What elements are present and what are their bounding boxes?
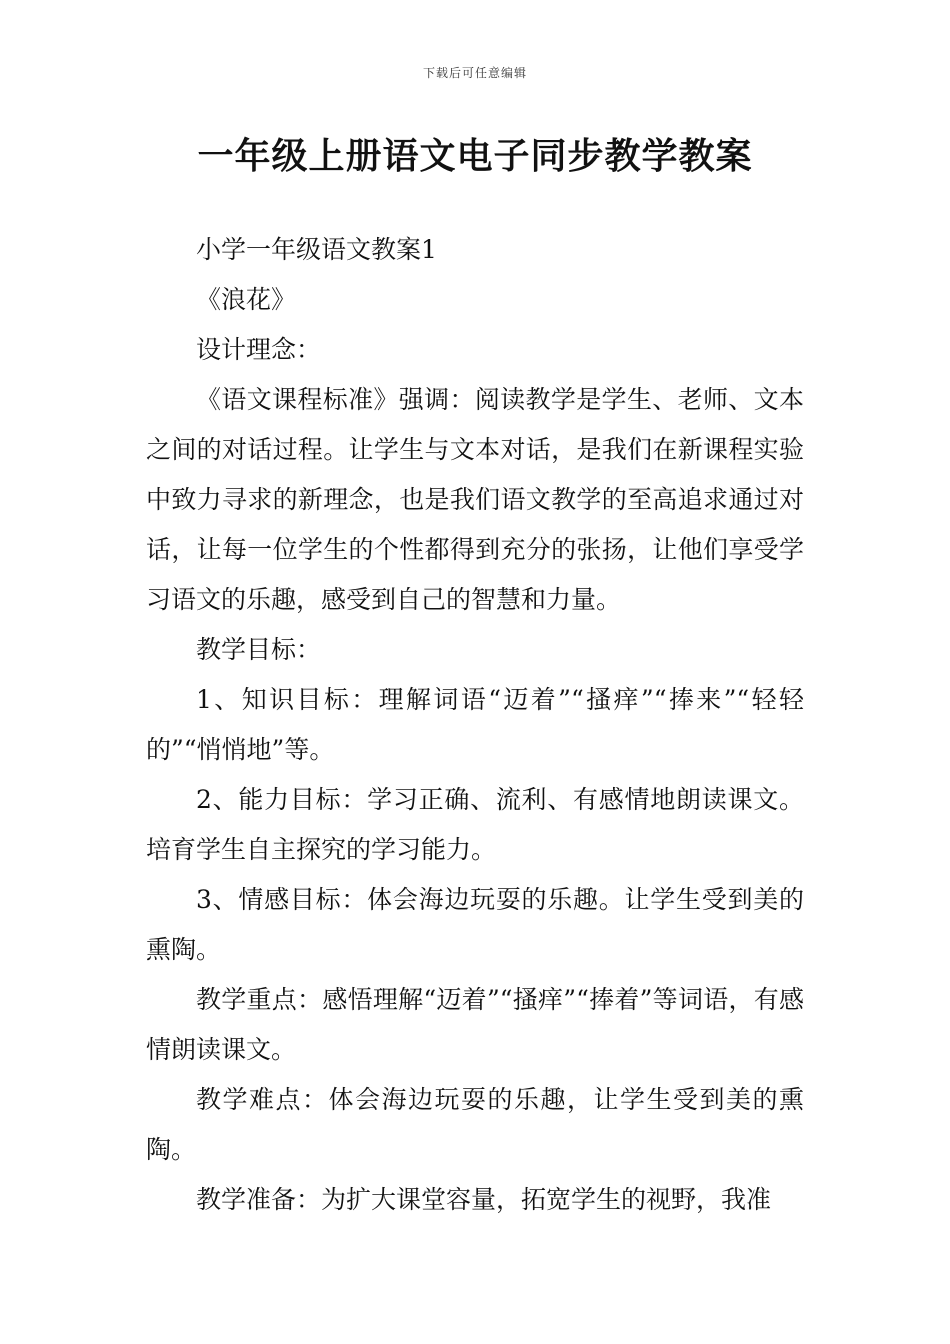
header-note: 下载后可任意编辑 xyxy=(422,66,527,80)
paragraph-emotion-objective: 3、情感目标：体会海边玩耍的乐趣。让学生受到美的熏陶。 xyxy=(146,885,804,964)
paragraph-lesson-title: 《浪花》 xyxy=(196,285,297,314)
paragraph-knowledge-objective: 1、知识目标：理解词语“迈着”“搔痒”“捧来”“轻轻的”“悄悄地”等。 xyxy=(146,685,804,764)
paragraph-design-concept: 《语文课程标准》强调：阅读教学是学生、老师、文本之间的对话过程。让学生与文本对话，是我们在新课程实验中致力寻求的新理念，也是我们语文教学的至高追求通过对话，让每一位学生的个性都得到充分的张扬，让他们享受学习语文的乐趣，感受到自己的智慧和力量。 xyxy=(146,385,804,614)
paragraph-objectives-heading: 教学目标： xyxy=(196,635,322,664)
paragraph-lesson-heading: 小学一年级语文教案1 xyxy=(196,235,437,264)
document-title: 一年级上册语文电子同步教学教案 xyxy=(197,136,753,177)
paragraph-ability-objective: 2、能力目标：学习正确、流利、有感情地朗读课文。培育学生自主探究的学习能力。 xyxy=(146,785,804,864)
paragraph-preparation: 教学准备：为扩大课堂容量，拓宽学生的视野，我准 xyxy=(196,1185,772,1214)
paragraph-difficulties: 教学难点：体会海边玩耍的乐趣，让学生受到美的熏陶。 xyxy=(146,1085,804,1164)
document-body xyxy=(146,225,804,1225)
paragraph-design-concept-heading: 设计理念： xyxy=(196,335,322,364)
paragraph-key-points: 教学重点：感悟理解“迈着”“搔痒”“捧着”等词语，有感情朗读课文。 xyxy=(146,985,804,1064)
